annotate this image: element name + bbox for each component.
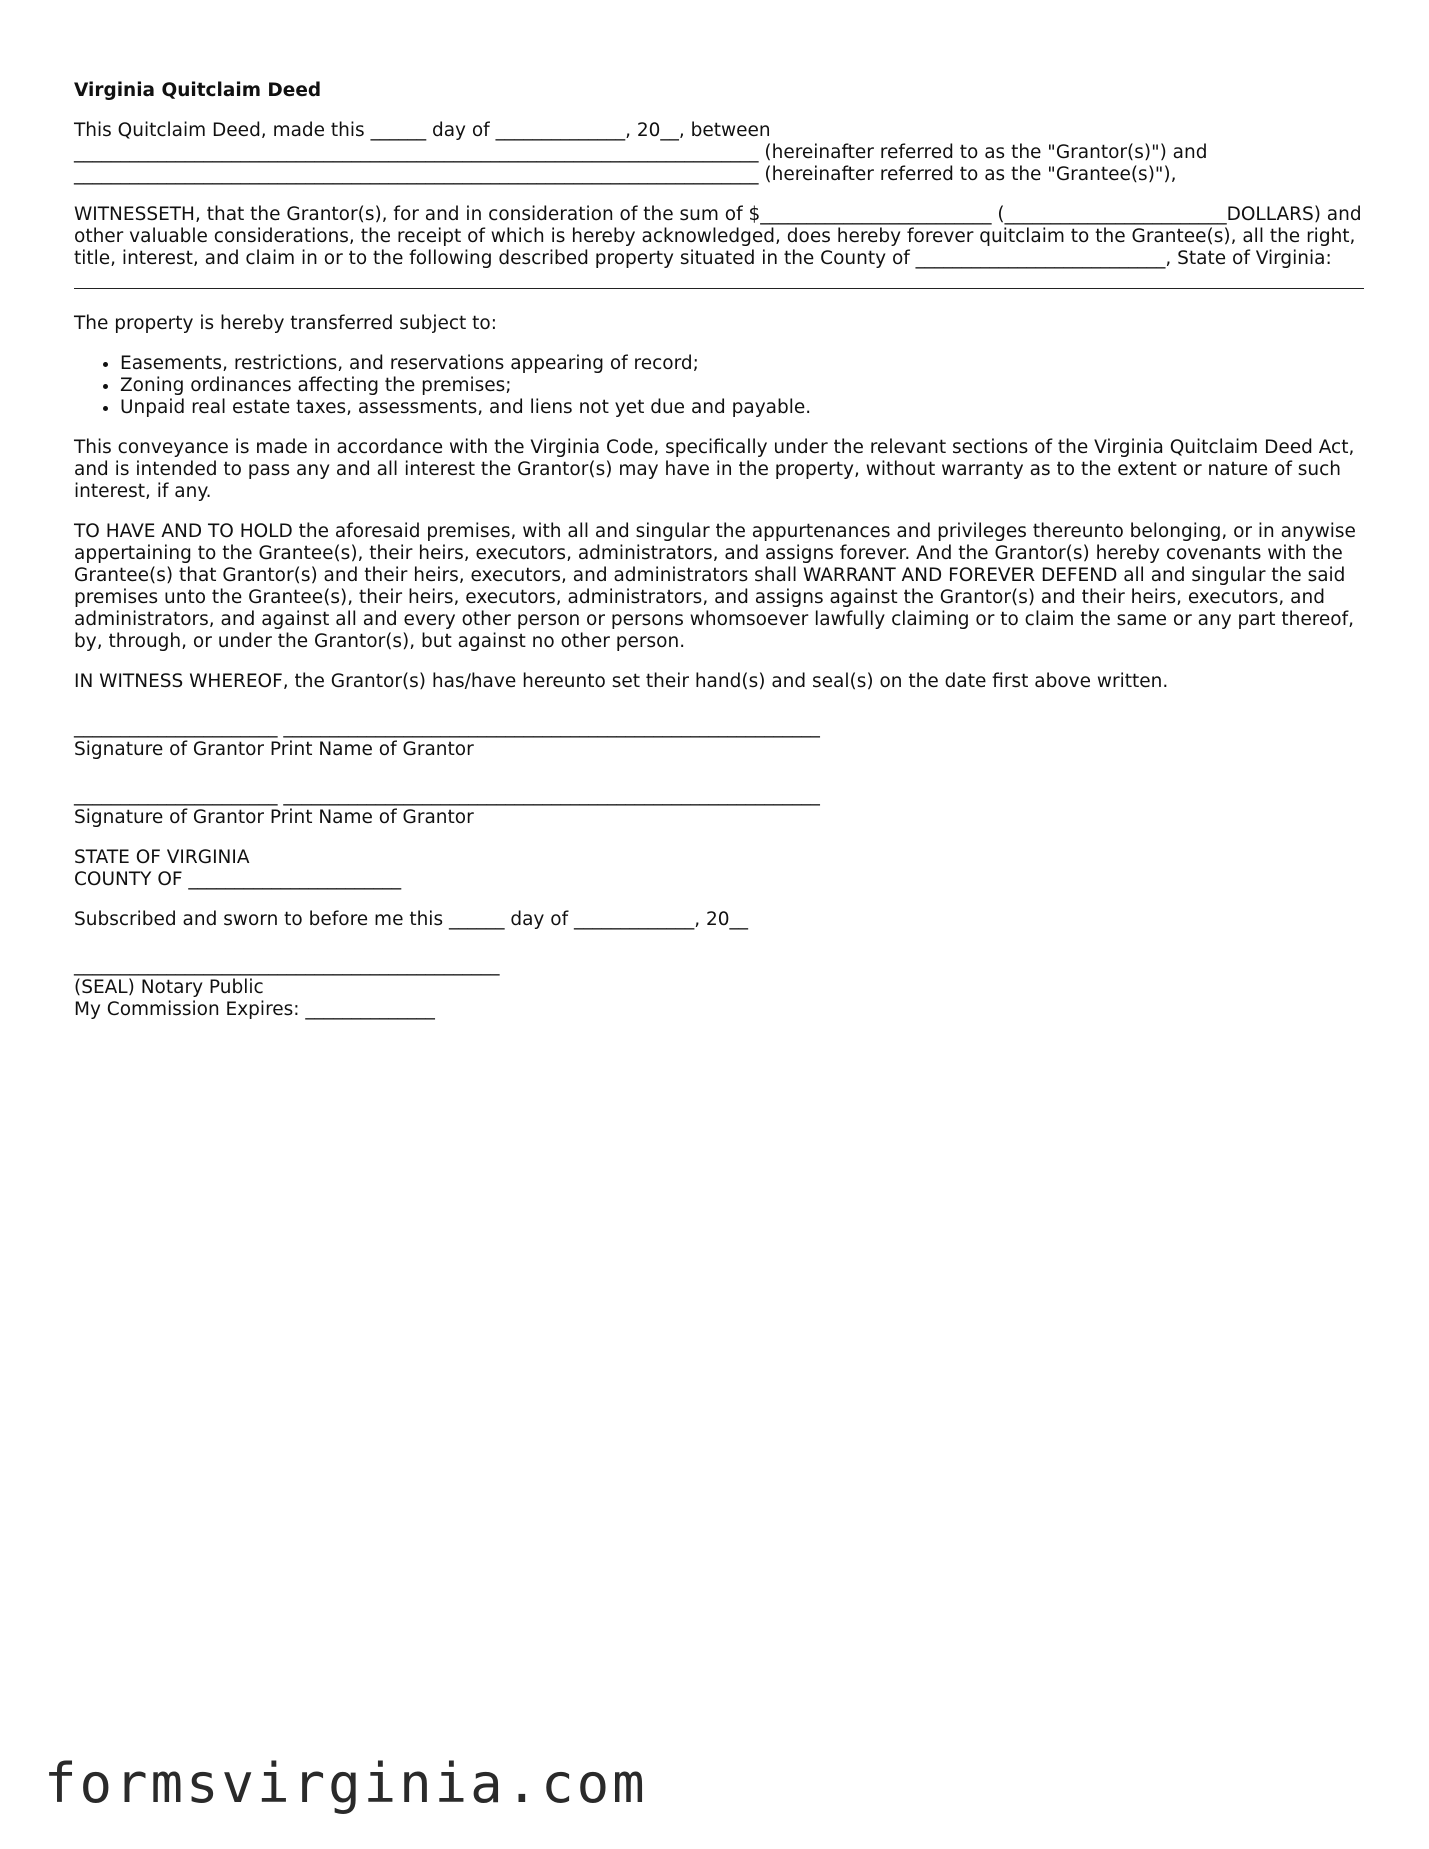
list-item: • Easements, restrictions, and reservations appearing of record;	[120, 353, 1364, 375]
in-witness-paragraph: IN WITNESS WHEREOF, the Grantor(s) has/have hereunto set their hand(s) and seal(s) on the date first above written.	[74, 671, 1169, 692]
notary-label: (SEAL) Notary Public	[74, 977, 264, 998]
signature-label: Signature of Grantor Print Name of Grantor	[74, 807, 474, 828]
signature-block-1	[74, 717, 1364, 761]
list-item: • Unpaid real estate taxes, assessments, and liens not yet due and payable.	[120, 397, 1364, 419]
signature-lines: ______________________ __________________________________________________________	[74, 785, 820, 806]
intro-line-date: This Quitclaim Deed, made this ______ day of ______________, 20__, between	[74, 120, 771, 141]
state-line: STATE OF VIRGINIA	[74, 847, 250, 868]
signature-block-2	[74, 785, 1364, 829]
subject-intro: The property is hereby transferred subject to:	[74, 313, 497, 334]
county-line: COUNTY OF _______________________	[74, 869, 402, 890]
notary-block	[74, 955, 1364, 1021]
signature-label: Signature of Grantor Print Name of Grantor	[74, 739, 474, 760]
subject-list	[74, 353, 1364, 419]
commission-line: My Commission Expires: ______________	[74, 999, 435, 1020]
signature-lines: ______________________ __________________________________________________________	[74, 717, 820, 738]
site-watermark: formsvirginia.com	[44, 1752, 648, 1815]
intro-line-grantee: __________________________________________________________________________ (hereinafter referred to as the "Grantee(s)"),	[74, 164, 1177, 185]
document-title: Virginia Quitclaim Deed	[74, 80, 322, 101]
property-description-line	[74, 288, 1364, 289]
venue-block	[74, 847, 1364, 891]
intro-paragraph	[74, 120, 1364, 186]
intro-line-grantor: __________________________________________________________________________ (hereinafter referred to as the "Grantor(s)") and	[74, 142, 1208, 163]
deed-page	[74, 80, 1364, 1021]
list-item: • Zoning ordinances affecting the premises;	[120, 375, 1364, 397]
notary-signature-line: ______________________________________________	[74, 955, 500, 976]
witnesseth-paragraph: WITNESSETH, that the Grantor(s), for and in consideration of the sum of $_________________________ (________________________DOLLARS) and other valuable considerations, the receipt of which is hereby acknowledged, does hereby forever quitclaim to the Grantee(s), all the right, title, interest, and claim in or to the following described property situated in the County of ___________________________, State of Virginia:	[74, 204, 1362, 269]
conveyance-paragraph: This conveyance is made in accordance with the Virginia Code, specifically under the relevant sections of the Virginia Quitclaim Deed Act, and is intended to pass any and all interest the Grantor(s) may have in the property, without warranty as to the extent or nature of such interest, if any.	[74, 437, 1355, 502]
subscribed-line: Subscribed and sworn to before me this ______ day of _____________, 20__	[74, 909, 749, 930]
habendum-paragraph: TO HAVE AND TO HOLD the aforesaid premises, with all and singular the appurtenances and privileges thereunto belonging, or in anywise appertaining to the Grantee(s), their heirs, executors, administrators, and assigns forever. And the Grantor(s) hereby covenants with the Grantee(s) that Grantor(s) and their heirs, executors, and administrators shall WARRANT AND FOREVER DEFEND all and singular the said premises unto the Grantee(s), their heirs, executors, administrators, and assigns against the Grantor(s) and their heirs, executors, and administrators, and against all and every other person or persons whomsoever lawfully claiming or to claim the same or any part thereof, by, through, or under the Grantor(s), but against no other person.	[74, 521, 1356, 652]
